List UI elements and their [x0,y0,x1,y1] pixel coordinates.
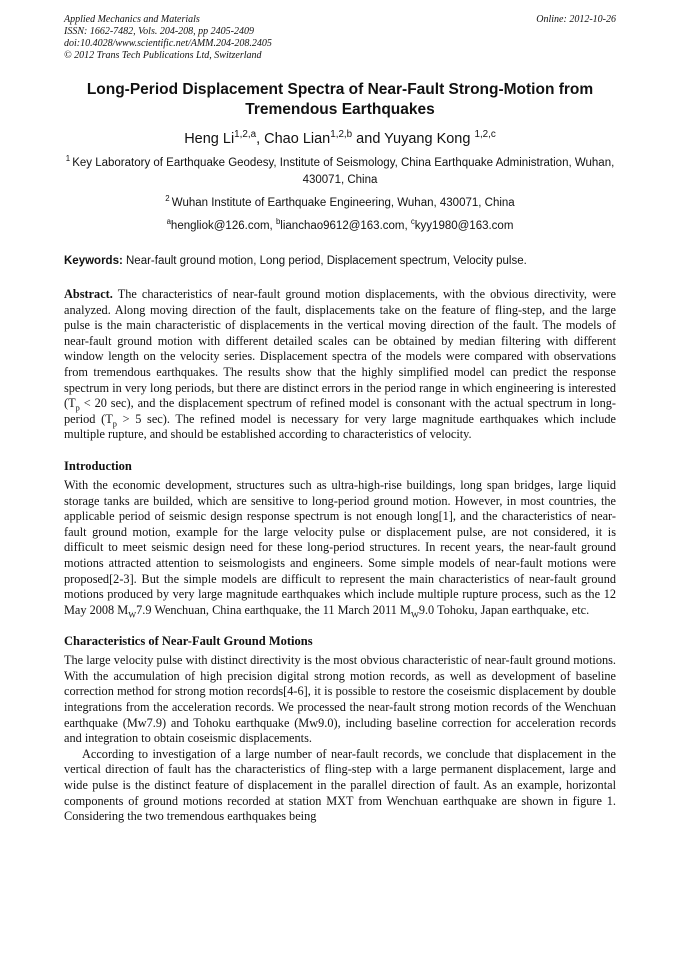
section-heading-characteristics: Characteristics of Near-Fault Ground Motions [64,634,313,649]
affiliation-text: Wuhan Institute of Earthquake Engineering, Wuhan, 430071, China [171,197,515,209]
doi-line: doi:10.4028/www.scientific.net/AMM.204-208.2405 [64,38,272,49]
affiliation-1 [64,155,616,189]
author-superscript: 1,2,a [234,129,257,141]
keywords-text: Near-fault ground motion, Long period, Displacement spectrum, Velocity pulse. [122,255,527,267]
subscript: p [112,419,117,429]
paper-title: Long-Period Displacement Spectra of Near-Fault Strong-Motion from Tremendous Earthquakes [86,81,594,118]
author-list [64,129,616,149]
abstract-label: Abstract. [64,287,113,301]
abstract [64,287,616,443]
subscript: p [75,403,80,413]
introduction-paragraph [64,478,616,618]
paragraph-text: 9.0 Tohoku, Japan earthquake, etc. [418,602,590,617]
paragraph-text: 7.9 Wenchuan, China earthquake, the 11 March 2011 M [136,602,411,617]
email-address: hengliok@126.com, [170,220,276,232]
section-heading-introduction: Introduction [64,458,132,473]
subscript: W [128,610,137,620]
author-separator: , [256,131,265,147]
email-mark: c [410,217,415,227]
email-address: lianchao9612@163.com, [280,220,411,232]
author-separator: and [352,131,385,147]
author-superscript: 1,2,b [330,129,353,141]
copyright-line: © 2012 Trans Tech Publications Ltd, Switzerland [64,50,262,61]
subscript: W [410,610,419,620]
abstract-text: The characteristics of near-fault ground motion displacements, with the obvious directivity, were analyzed. Along moving direction of the fault, displacements take on the feature of fling-step, and the large pulse is the main characteristic of displacements in the vertical moving direction of the fault. The models of near-fault ground motion with different detailed scales can be obtained by median filtering with different window length on the velocity series. Displacement spectra of the models were compared with observations from tremendous earthquakes. The results show that the highly simplified model can predict the response spectrum in very long periods, but there are distinct errors in the period range in which engineering is interested (T [64,287,616,411]
paragraph-text: With the economic development, structures such as ultra-high-rise buildings, long span bridges, large liquid storage tanks are builded, which are sensitive to long-period ground motion. However, in most countries, the applicable period of seismic design response spectrum is not enough long[1], and the characteristics of near-fault ground motion, example for the large velocity pulse or displacement pulse, are not considered, it is difficult to meet seismic design need for these long-period structures. In recent years, the near-fault ground motions attracted attention to seismologists and engineers. Some simple models of near-fault motions were proposed[2-3]. But the simple models are difficult to represent the main characteristics of near-fault ground motions produced by very large magnitude earthquakes which include multiple rupture process, such as the 12 May 2008 M [64,477,616,617]
author-name: Chao Lian [264,131,331,147]
author-superscript: 1,2,c [474,129,496,141]
issn-line: ISSN: 1662-7482, Vols. 204-208, pp 2405-2409 [64,26,254,37]
affiliation-mark: 2 [165,194,172,204]
journal-name: Applied Mechanics and Materials [64,14,200,25]
email-mark: a [166,217,171,227]
affiliation-text: Key Laboratory of Earthquake Geodesy, Institute of Seismology, China Earthquake Administration, Wuhan, 430071, China [72,157,615,186]
online-date: Online: 2012-10-26 [536,14,616,25]
affiliation-2 [64,195,616,212]
characteristics-paragraph-1: The large velocity pulse with distinct directivity is the most obvious characteristic of near-fault ground motions. With the accumulation of high precision digital strong motion records, as well as development of baseline correction method for strong motion records[4-6], it is possible to restore the coseismic displacement by double integrations from the acceleration records. We processed the near-fault strong motion records of the Wenchuan earthquake (Mw7.9) and Tohoku earthquake (Mw9.0), including baseline correction for acceleration records and integration to obtain coseismic displacements. [64,653,616,746]
author-name: Yuyang Kong [384,131,475,147]
keywords [64,253,616,269]
email-address: kyy1980@163.com [414,220,514,232]
journal-info [64,14,616,62]
abstract-text: > 5 sec). The refined model is necessary for very large magnitude earthquakes which include multiple rupture, and should be established according to characteristics of velocity. [64,411,616,442]
abstract-text: < 20 sec), and the displacement spectrum of refined model is consonant with the actual spectrum in long-period (T [64,396,616,426]
keywords-label: Keywords: [64,255,123,267]
email-line [64,218,616,235]
affiliation-mark: 1 [65,154,73,164]
paper-page [64,14,616,825]
characteristics-paragraph-2: According to investigation of a large number of near-fault records, we conclude that displacement in the vertical direction of fault has the characteristics of fling-step with a large permanent displacement, large and wide pulse is the distinct feature of displacement in the parallel direction of fault. As an example, horizontal components of ground motions recorded at station MXT from Wenchuan earthquake are shown in figure 1. Considering the two tremendous earthquakes being [64,746,616,824]
email-mark: b [275,217,281,227]
author-name: Heng Li [184,131,235,147]
running-header [64,14,616,66]
